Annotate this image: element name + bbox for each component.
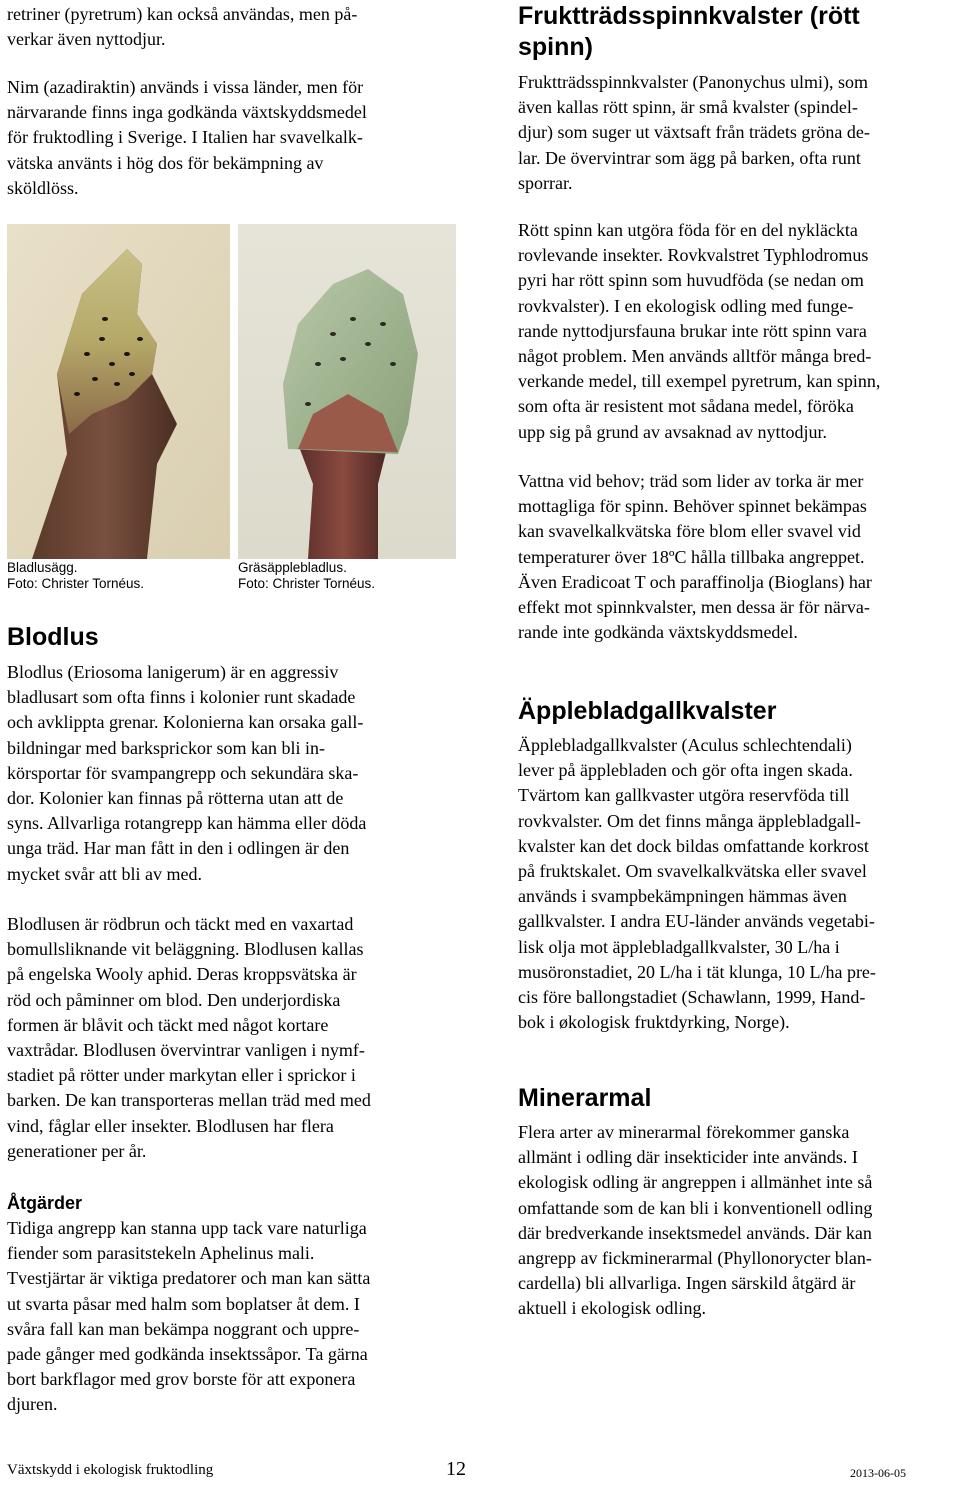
footer-title: Växtskydd i ekologisk fruktodling [7,1462,214,1478]
photo2-caption: Gräsäpplebladlus. Foto: Christer Tornéus. [238,560,376,591]
minerarmal-paragraph: Flera arter av minerarmal förekommer ganska allmänt i odling där insekticider inte används. I ekologisk odling är angreppen i allmänhet inte så omfattande som de kan bli i konventionell odling där bredverkande insektsmedel används. Där kan angrepp av fickminerarmal (Phyllonorycter blan- cardella) bli allvarliga. Ingen särskild åtgärd är aktuell i ekologisk odling. [518,1122,873,1319]
gall-paragraph: Äpplebladgallkvalster (Aculus schlechtendali) lever på äpplebladen och gör ofta ingen skada. Tvärtom kan gallkvaster utgöra reservföda till rovkvalster. Om det finns många äpplebladgall- kvalster kan det dock bildas omfattande korkrost på fruktskalet. Om svavelkalkvätska eller svavel används i svampbekämpningen hämmas även gallkvalster. I andra EU-länder används vegetabi- lisk olja mot äpplebladgallkvalster, 30 L/ha i musöronstadiet, 20 L/ha i tät klunga, 10 L/ha pre- cis före ballongstadiet (Schawlann, 1999, Hand- bok i økologisk fruktdyrking, Norge). [518,735,876,1033]
footer-date: 2013-06-05 [850,1466,906,1480]
page-number: 12 [446,1458,466,1480]
spinn-paragraph-2: Rött spinn kan utgöra föda för en del nykläckta rovlevande insekter. Rovkvalstret Typhlodromus pyri har rött spinn som huvudföda (se nedan om rovkvalster). I en ekologisk odling med funge- rande nyttodjursfauna brukar inte rött spinn vara något problem. Men används alltför många bred- verkande medel, till exempel pyretrum, kan spinn, som ofta är resistent mot sådana medel, föröka upp sig på grund av avsaknad av nyttodjur. [518,220,881,442]
blodlus-heading: Blodlus [7,623,99,651]
gall-heading: Äpplebladgallkvalster [518,697,777,725]
aphid-eggs-image [7,224,230,559]
green-apple-aphid-photo [238,224,456,559]
blodlus-paragraph-1: Blodlus (Eriosoma lanigerum) är en aggressiv bladlusart som ofta finns i kolonier runt skadade och avklippta grenar. Kolonierna kan orsaka gall- bildningar med barksprickor som kan bli in- körsportar för svampangrepp och sekundära ska- dor. Kolonier kan finnas på rötterna utan att de syns. Allvarliga rotangrepp kan hämma eller döda unga träd. Har man fått in den i odlingen är den mycket svår att bli av med. [7,662,367,884]
green-apple-aphid-image [238,224,456,559]
intro-paragraph-2: Nim (azadiraktin) används i vissa länder, men för närvarande finns inga godkända växtskyddsmedel för fruktodling i Sverige. I Italien har svavelkalk- vätska använts i hög dos för bekämpning av sköldlöss. [7,77,367,198]
spinn-heading: Fruktträdsspinnkvalster (rött spinn) [518,2,860,61]
minerarmal-heading: Minerarmal [518,1084,652,1112]
spinn-paragraph-3: Vattna vid behov; träd som lider av torka är mer mottagliga för spinn. Behöver spinnet bekämpas kan svavelkalkvätska före blom eller svavel vid temperaturer över 18ºC hålla tillbaka angreppet. Även Eradicoat T och paraffinolja (Bioglans) har effekt mot spinnkvalster, men dessa är för närva- rande inte godkända växtskyddsmedel. [518,471,872,643]
blodlus-paragraph-2: Blodlusen är rödbrun och täckt med en vaxartad bomullsliknande vit beläggning. Blodlusen kallas på engelska Wooly aphid. Deras kroppsvätska är röd och påminner om blod. Den underjordiska formen är blåvit och täckt med något kortare vaxtrådar. Blodlusen övervintrar vanligen i nymf- stadiet på rötter under markytan eller i sprickor i barken. De kan transporteras mellan träd med med vind, fåglar eller insekter. Blodlusen har flera generationer per år. [7,914,371,1161]
aphid-eggs-photo [7,224,230,559]
atgarder-paragraph: Tidiga angrepp kan stanna upp tack vare naturliga fiender som parasitstekeln Aphelinus mali. Tvestjärtar är viktiga predatorer och man kan sätta ut svarta påsar med halm som boplatser åt dem. I svåra fall kan man bekämpa noggrant och uppre- pade gånger med godkända insektssåpor. Ta gärna bort barkflagor med grov borste för att exponera djuren. [7,1218,371,1415]
intro-paragraph-1: retriner (pyretrum) kan också användas, men på- verkar även nyttodjur. [7,4,358,50]
spinn-paragraph-1: Fruktträdsspinnkvalster (Panonychus ulmi), som även kallas rött spinn, är små kvalster (spindel- djur) som suger ut växtsaft från trädets gröna de- lar. De övervintrar som ägg på barken, ofta runt sporrar. [518,72,870,193]
atgarder-heading: Åtgärder [7,1193,83,1213]
photo1-caption: Bladlusägg. Foto: Christer Tornéus. [7,560,145,591]
